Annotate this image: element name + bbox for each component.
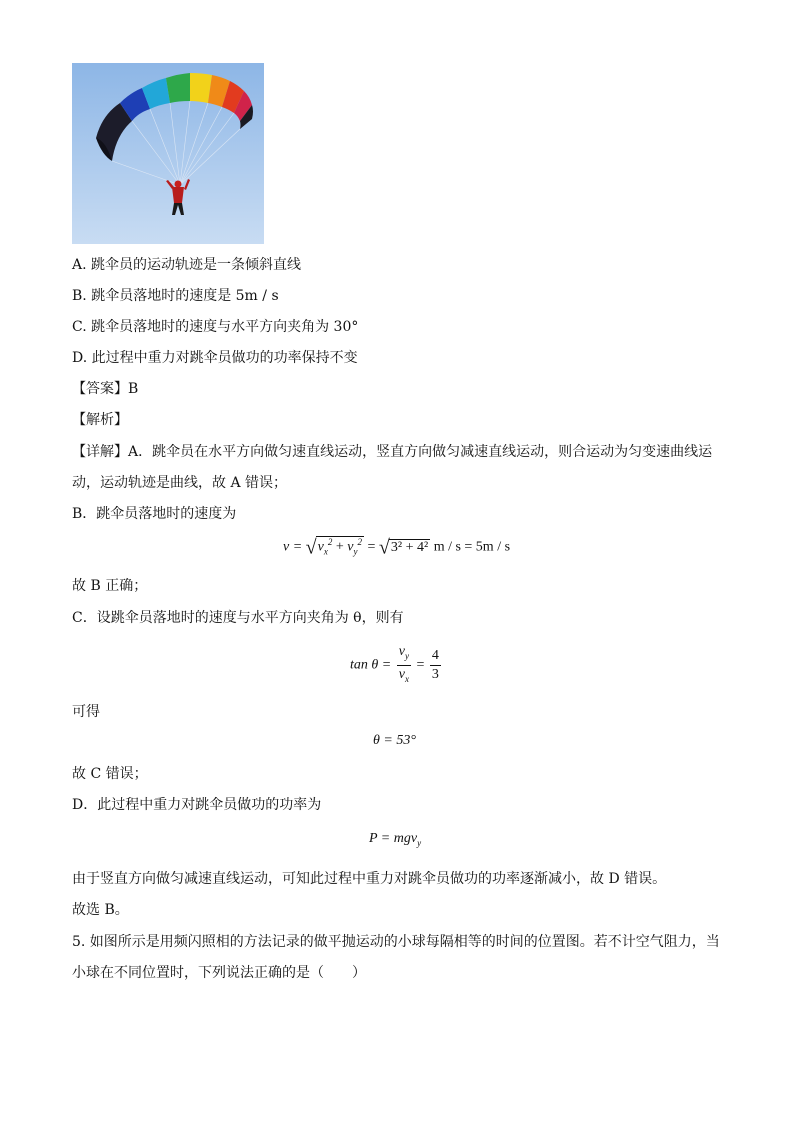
equation-tangent: tan θ = $\frac{v_y}{v_x}$ = $\frac{4}{3}$: [350, 643, 443, 688]
equation-velocity: $v = √v_x^2 + v_y^2 = √3^2 + 4^2$ m / s = 5m / s: [283, 536, 511, 559]
question-5-line-2: 小球在不同位置时，下列说法正确的是（ ）: [72, 965, 366, 981]
part-d-conclusion: 由于竖直方向做匀减速直线运动，可知此过程中重力对跳伞员做功的功率逐渐减小，故 D 错误。: [72, 871, 667, 887]
equation-angle: θ = 53°: [373, 733, 416, 748]
part-b-conclusion: 故 B 正确；: [72, 578, 148, 594]
answer-label: 【答案】B: [72, 381, 139, 397]
option-c: C. 跳伞员落地时的速度与水平方向夹角为 30°: [72, 319, 359, 335]
eq1-radicand: 3² + 4²: [390, 539, 429, 555]
eq1-equals: =: [367, 539, 376, 555]
detail-line-1: 【详解】A．跳伞员在水平方向做匀速直线运动，竖直方向做匀减速直线运动，则合运动为匀变速曲线运: [72, 444, 713, 460]
equation-power: P = mgv$_y$: [369, 831, 422, 848]
part-d-intro: D．此过程中重力对跳伞员做功的功率为: [72, 797, 322, 813]
analysis-header: 【解析】: [72, 412, 128, 428]
part-c-mid: 可得: [72, 704, 100, 720]
option-a: A. 跳伞员的运动轨迹是一条倾斜直线: [72, 257, 302, 273]
part-c-conclusion: 故 C 错误；: [72, 766, 148, 782]
parachute-photo: [72, 63, 264, 244]
final-choice: 故选 B。: [72, 902, 129, 918]
part-b-intro: B．跳伞员落地时的速度为: [72, 506, 237, 522]
option-d: D. 此过程中重力对跳伞员做功的功率保持不变: [72, 350, 358, 366]
eq2-lhs: tan θ =: [350, 657, 392, 673]
detail-line-2: 动，运动轨迹是曲线，故 A 错误；: [72, 475, 288, 491]
part-c-intro: C．设跳伞员落地时的速度与水平方向夹角为 θ，则有: [72, 610, 404, 626]
eq2-fraction-num: $\frac{4}{3}$: [431, 647, 439, 682]
eq2-fraction-v: $\frac{v_y}{v_x}$: [398, 644, 409, 684]
eq1-plus: +: [335, 539, 344, 555]
question-5-line-1: 5. 如图所示是用频闪照相的方法记录的做平抛运动的小球每隔相等的时间的位置图。若不计空气阻力，当: [72, 934, 720, 950]
eq1-result: m / s = 5m / s: [433, 539, 511, 555]
option-b: B. 跳伞员落地时的速度是 5m / s: [72, 288, 279, 304]
eq1-lhs: v =: [283, 539, 303, 555]
